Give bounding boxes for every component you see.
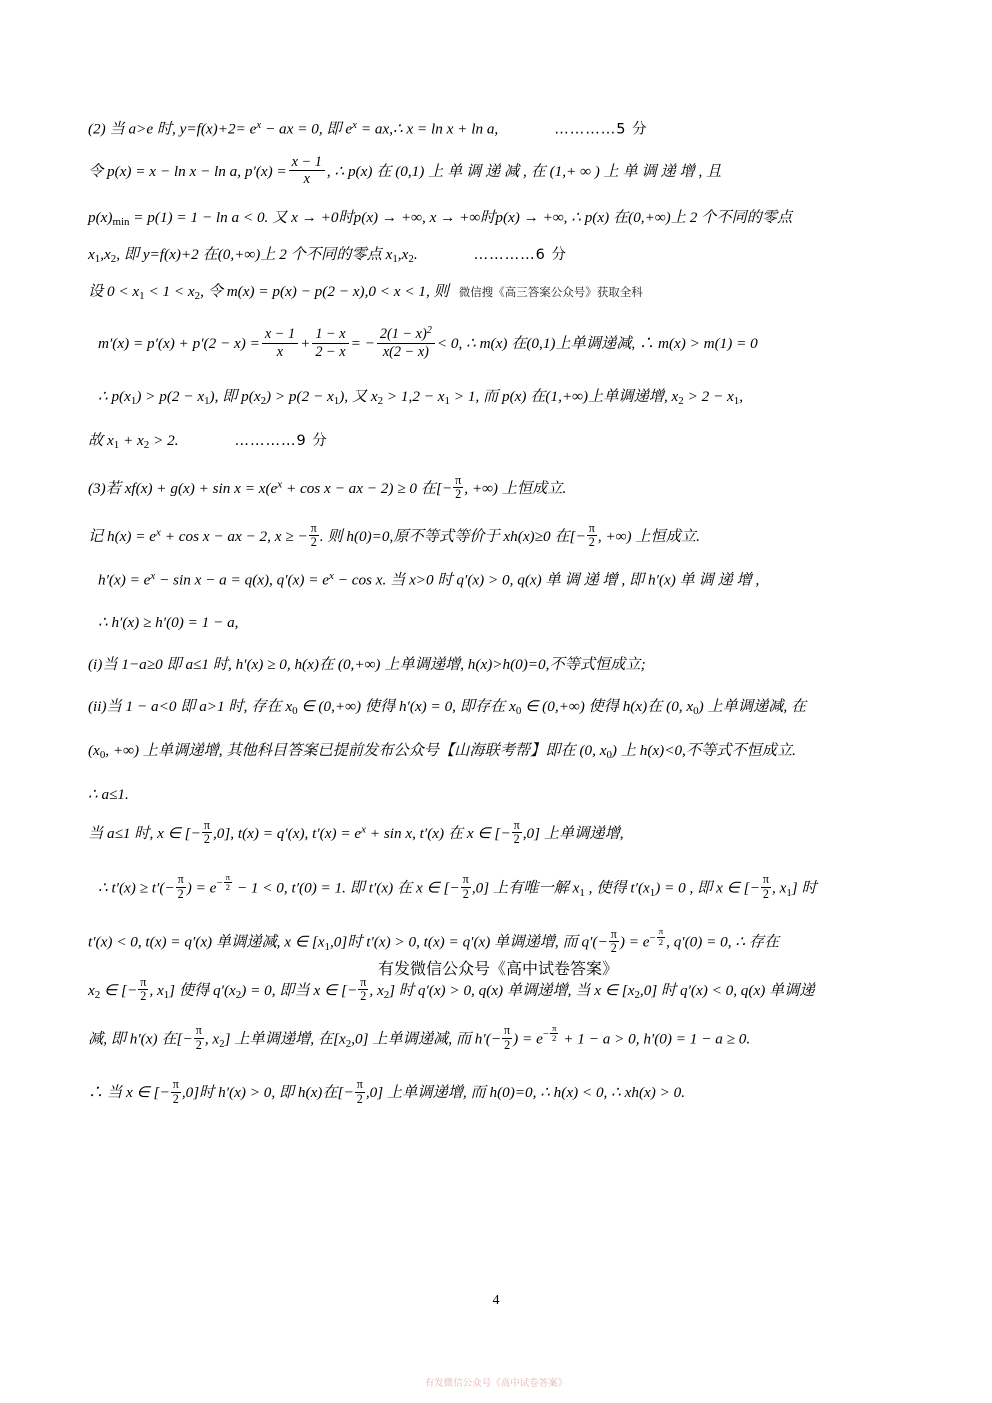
line10-b: + cos x − ax − 2, x ≥ − [160,527,308,545]
line21-e: ) = e [513,1030,543,1048]
line14-d: ) 上单调递减, 在 [698,697,807,715]
line6-frac3: $\frac{2(1 - x)^2}{x(2 - x)}$ [377,325,435,360]
line3-part-a: p(x) [88,209,113,227]
line5-sub1: 1 [139,290,145,303]
line20-h: ,0] 时 q′(x) < 0, q(x) 单调递 [639,981,815,999]
line18-sub3: 1 [786,886,792,899]
line4-sub2: 2 [110,253,117,266]
line19-neg-exp: − π 2 [649,926,664,947]
line15-b: , +∞) 上单调递增, 其他科目答案已提前发布公众号【山海联考帮】即在 (0, x [105,741,607,759]
line6-eq: = − [350,335,375,353]
line22-a: ∴ 当 x ∈ [− [88,1084,170,1102]
solution-line-18 [88,873,908,902]
line9-exp: x [277,478,283,491]
line18-d: ,0] 上有唯一解 x [471,879,580,897]
page-number: 4 [492,1293,500,1308]
line7-a: ∴ p(x [98,388,131,406]
line9-b: + cos x − ax − 2) ≥ 0 在[− [282,479,453,497]
line21-f: + 1 − a > 0, h′(0) = 1 − a ≥ 0. [559,1030,751,1048]
line9-frac: $\frac{\pi}{2}$ [455,472,462,502]
line5-b: < 1 < x [144,283,195,301]
line2-fraction: $\frac{x - 1}{x}$ [289,154,325,188]
line11-a: h′(x) = e [98,571,151,589]
line3-subscript: min [112,216,130,229]
line4-e: . [413,246,418,264]
line20-e: ) = 0, 即当 x ∈ [− [241,981,358,999]
solution-line-6 [88,325,908,360]
solution-line-17 [88,819,908,847]
line18-neg-exp: − π 2 [216,871,231,893]
line11-b: − sin x − a = q(x), q′(x) = e [155,571,329,589]
line18-frac3: $\frac{\pi}{2}$ [762,872,769,901]
line18-e: , 使得 t′(x [584,879,650,897]
line21-sub1: 2 [219,1037,225,1050]
line14-a: (ii)当 1 − a<0 即 a>1 时, 存在 x [88,697,293,715]
line10-d: , +∞) 上恒成立. [597,527,700,545]
line11-exp1: x [150,570,156,583]
line21-c: ] 上单调递增, 在[x [224,1030,346,1048]
line21-frac1: $\frac{\pi}{2}$ [195,1023,202,1052]
line8-c: > 2. [149,432,179,450]
line20-g: ] 时 q′(x) > 0, q(x) 单调递增, 当 x ∈ [x [389,981,635,999]
line20-sub3: 2 [235,988,242,1001]
line20-b: ∈ [− [100,981,138,999]
solution-line-2 [88,154,908,188]
line18-frac2: $\frac{\pi}{2}$ [462,872,469,901]
line6-b: < 0, ∴ m(x) 在(0,1)上单调递减, ∴ m(x) > m(1) = 0 [436,335,758,353]
line9-c: , +∞) 上恒成立. [464,479,567,497]
solution-line-10 [88,522,908,550]
line19-d: , q′(0) = 0, ∴ 存在 [666,933,780,951]
solution-line-3 [88,207,908,231]
line7-i: , [739,388,744,406]
line7-g: > 1, 而 p(x) 在(1,+∞)上单调递增, x [449,388,679,406]
solution-line-20 [88,976,908,1004]
solution-line-21 [88,1024,908,1053]
line21-d: ,0] 上单调递减, 而 h′(− [351,1030,502,1048]
line10-exp: x [156,526,161,539]
line15-sub2: 0 [606,748,612,761]
line6-frac1: $\frac{x - 1}{x}$ [262,326,298,360]
center-watermark: 有发微信公众号《高中试卷答案》 [377,960,618,978]
bottom-watermark: 有发微信公众号《高中试卷答案》 [424,1378,568,1389]
line9-a: (3)若 xf(x) + g(x) + sin x = x(e [88,479,278,497]
line17-c: + sin x, t′(x) 在 x ∈ [− [365,824,511,842]
line17-b: ,0], t(x) = q′(x), t′(x) = e [212,824,362,842]
line7-e: ), 又 x [339,388,378,406]
line6-a: m′(x) = p′(x) + p′(2 − x) = [98,335,260,353]
line20-a: x [88,981,95,999]
line19-a: t′(x) < 0, t(x) = q′(x) 单调递减, x ∈ [x [88,933,325,951]
line18-a: ∴ t′(x) ≥ t′(− [98,879,175,897]
line20-f: , x [369,981,384,999]
solution-line-7 [88,386,908,410]
line12: ∴ h′(x) ≥ h′(0) = 1 − a, [98,613,239,631]
line3-part-b: = p(1) = 1 − ln a < 0. 又 x → +0时p(x) → +∞, x → +∞时p(x) → +∞, ∴ p(x) 在(0,+∞)上 2 个不同的零点 [129,209,793,227]
line7-sub3: 2 [260,395,267,408]
line7-sub4: 1 [333,395,340,408]
line8-a: 故 x [88,432,114,450]
line20-d: ] 使得 q′(x [169,981,236,999]
line21-a: 减, 即 h′(x) 在[− [88,1030,193,1048]
solution-line-19 [88,927,908,956]
solution-line-12 [88,612,908,634]
line6-frac2: $\frac{1 - x}{2 - x}$ [312,326,348,360]
line18-c: − 1 < 0, t′(0) = 1. 即 t′(x) 在 x ∈ [− [233,879,460,897]
line11-exp2: x [329,570,334,583]
line4-a: x [88,246,95,264]
line20-sub1: 2 [94,988,101,1001]
line21-sub2: 2 [345,1037,352,1050]
line13: (i)当 1−a≥0 即 a≤1 时, h′(x) ≥ 0, h(x)在 (0,+∞) 上单调递增, h(x)>h(0)=0,不等式恒成立; [88,655,646,673]
line4-c: , 即 y=f(x)+2 在(0,+∞)上 2 个不同的零点 x [116,246,393,264]
line7-sub2: 1 [204,395,210,408]
line18-frac1: $\frac{\pi}{2}$ [177,872,184,901]
line14-sub2: 0 [515,705,522,717]
line4-d: ,x [397,246,409,264]
solution-line-5 [88,281,908,305]
line20-sub2: 1 [163,988,170,1001]
line10-frac2: $\frac{\pi}{2}$ [588,520,595,550]
line10-a: 记 h(x) = e [88,527,157,545]
line2-part-a: 令 p(x) = x − ln x − ln a, p′(x) = [88,162,287,180]
solution-body [88,118,908,1126]
solution-line-16 [88,784,908,806]
line8-sub1: 1 [113,439,120,452]
line7-f: > 1,2 − x [383,388,445,406]
solution-line-1 [88,118,908,141]
solution-line-13 [88,654,908,676]
line5-a: 设 0 < x [88,283,140,301]
line19-c: ) = e [619,933,650,951]
line2-part-b: , ∴ p(x) 在 (0,1) 上 单 调 递 减 , 在 (1,+ ∞ ) 上 单 调 递 增 , 且 [326,162,722,180]
line4-sub4: 2 [408,253,414,266]
line20-sub5: 2 [634,988,640,1001]
line22-frac1: $\frac{\pi}{2}$ [172,1077,179,1106]
line5-sub2: 2 [194,290,201,303]
line18-sub2: 1 [649,886,656,899]
line6-plus: + [300,335,311,353]
line20-sub4: 2 [383,988,390,1001]
line7-sub7: 2 [678,395,684,408]
line16: ∴ a≤1. [88,785,129,803]
line17-frac1: $\frac{\pi}{2}$ [203,817,210,847]
line8-sub2: 2 [143,439,150,452]
line17-frac2: $\frac{\pi}{2}$ [513,817,520,847]
line8-b: + x [119,432,144,450]
line8-score: …………9 分 [234,433,328,450]
line21-b: , x [204,1030,220,1048]
line22-frac2: $\frac{\pi}{2}$ [356,1077,363,1106]
line14-b: ∈ (0,+∞) 使得 h′(x) = 0, 即存在 x [297,697,516,715]
line17-a: 当 a≤1 时, x ∈ [− [88,824,201,842]
line20-c: , x [149,981,164,999]
line20-frac2: $\frac{\pi}{2}$ [360,974,367,1004]
line20-frac1: $\frac{\pi}{2}$ [140,974,147,1004]
solution-line-15 [88,740,908,764]
solution-line-11 [88,569,908,592]
solution-line-4 [88,244,908,268]
line1-part-b: − ax = 0, 即 e [261,120,353,138]
line10-c: . 则 h(0)=0,原不等式等价于 xh(x)≥0 在[− [319,527,586,545]
line5-c: , 令 m(x) = p(x) − p(2 − x),0 < x < 1, 则 [200,283,449,301]
line17-d: ,0] 上单调递增, [522,824,624,842]
line4-sub1: 1 [94,253,101,266]
line21-neg-exp: − π 2 [542,1022,557,1044]
line4-sub3: 1 [392,253,398,266]
line7-sub1: 1 [130,395,137,408]
solution-line-22 [88,1078,908,1106]
line4-score: …………6 分 [473,247,567,264]
line10-frac1: $\frac{\pi}{2}$ [310,520,317,550]
line18-sub1: 1 [579,886,585,899]
solution-line-9 [88,474,908,502]
line17-exp: x [361,823,366,836]
line4-b: ,x [100,246,111,264]
line1-part-c: = ax,∴ x = ln x + ln a, [357,120,499,138]
inline-wechat-stamp: 微信搜《高三答案公众号》获取全科 [458,285,643,300]
line15-sub1: 0 [99,748,106,761]
line1-score: …………5 分 [554,121,648,138]
line18-f: ) = 0 , 即 x ∈ [− [655,879,760,897]
line1-exp-a: x [256,119,262,131]
line7-c: ), 即 p(x [209,388,261,406]
line7-sub6: 1 [444,395,450,408]
line21-frac2: $\frac{\pi}{2}$ [504,1023,511,1052]
line18-b: ) = e [186,879,217,897]
line7-b: ) > p(2 − x [136,388,205,406]
line6-frac3-num: $2(1 - x)^2$ [377,325,435,344]
line14-sub3: 0 [693,705,699,717]
line7-sub8: 1 [733,395,740,408]
line7-d: ) > p(2 − x [266,388,334,406]
line18-h: ] 时 [791,879,817,897]
line7-h: > 2 − x [683,388,734,406]
line15-c: ) 上 h(x)<0,不等式不恒成立. [611,741,796,759]
solution-line-8 [88,430,908,454]
line14-c: ∈ (0,+∞) 使得 h(x)在 (0, x [521,697,694,715]
line11-c: − cos x. 当 x>0 时 q′(x) > 0, q(x) 单 调 递 增 , 即 h′(x) 单 调 递 增 , [333,571,760,589]
line14-sub1: 0 [292,705,298,717]
line19-b: ,0]时 t′(x) > 0, t(x) = q′(x) 单调递增, 而 q′(− [329,933,608,951]
line19-frac1: $\frac{\pi}{2}$ [610,926,617,956]
line1-part-a: (2) 当 a>e 时, y=f(x)+2= e [88,120,257,138]
line1-exp-b: x [352,119,358,131]
line15-a: (x [88,741,100,759]
line19-sub1: 1 [324,940,330,953]
line18-g: , x [771,879,787,897]
line7-sub5: 2 [377,395,384,408]
line22-b: ,0]时 h′(x) > 0, 即 h(x)在[− [181,1084,354,1102]
solution-line-14 [88,696,908,720]
line22-c: ,0] 上单调递增, 而 h(0)=0, ∴ h(x) < 0, ∴ xh(x) > 0. [365,1084,686,1102]
